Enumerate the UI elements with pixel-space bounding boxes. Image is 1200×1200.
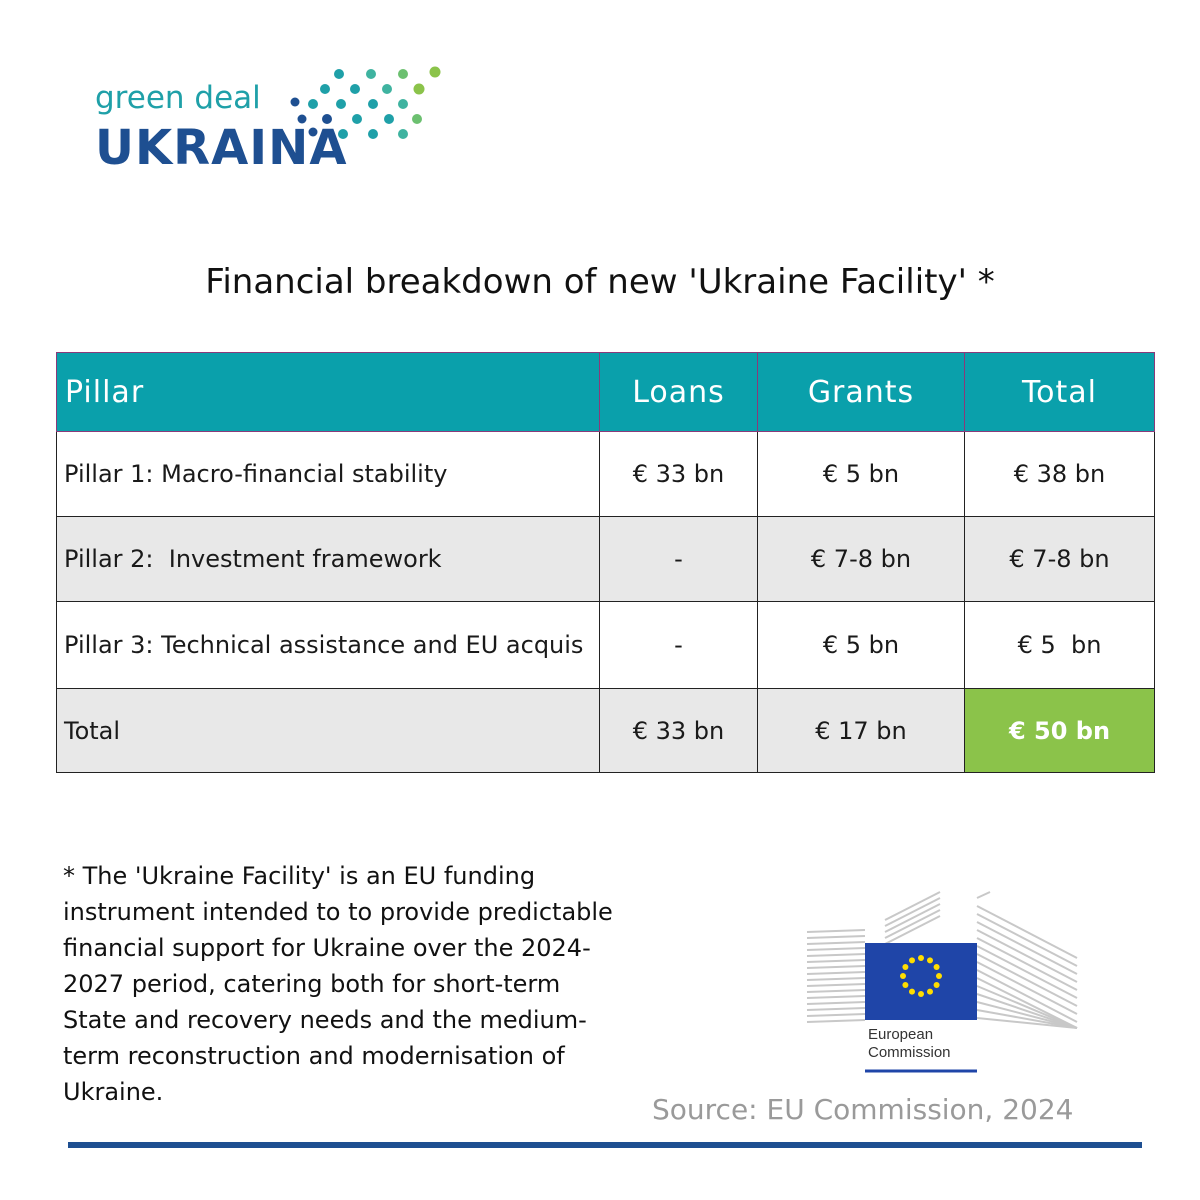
page-title: Financial breakdown of new 'Ukraine Facility' * (205, 262, 995, 302)
table-total-row (57, 689, 1155, 773)
green-deal-ukraina-logo (95, 62, 455, 176)
pillar-cell: Pillar 1: Macro-financial stability (57, 432, 600, 517)
header-total: Total (965, 353, 1155, 432)
header-pillar: Pillar (57, 353, 600, 432)
grants-cell: € 7-8 bn (758, 517, 965, 602)
pillar-cell: Pillar 2: Investment framework (57, 517, 600, 602)
financial-breakdown-table (56, 352, 1155, 773)
european-commission-text (868, 1026, 951, 1062)
total-cell: € 7-8 bn (965, 517, 1155, 602)
grants-cell: € 5 bn (758, 602, 965, 689)
header-grants: Grants (758, 353, 965, 432)
total-loans-cell: € 33 bn (600, 689, 758, 773)
eu-flag-icon (865, 943, 977, 1020)
source-caption: Source: EU Commission, 2024 (652, 1093, 1074, 1126)
footnote: * The 'Ukraine Facility' is an EU funding instrument intended to to provide predictable financial support for Ukraine over the 2024-2027 period, catering both for short-term State and recovery needs and the medium-term reconstruction and modernisation of Ukraine. (63, 862, 613, 1106)
total-cell: € 5 bn (965, 602, 1155, 689)
header-loans: Loans (600, 353, 758, 432)
table-row (57, 432, 1155, 517)
table-header-row (57, 353, 1155, 432)
loans-cell: € 33 bn (600, 432, 758, 517)
grants-cell: € 5 bn (758, 432, 965, 517)
loans-cell: - (600, 517, 758, 602)
grand-total-cell: € 50 bn (965, 689, 1155, 773)
ec-line2: Commission (868, 1044, 951, 1061)
total-cell: € 38 bn (965, 432, 1155, 517)
logo-ukraina-text: UKRAINA (95, 120, 348, 176)
table-row (57, 517, 1155, 602)
logo-green-deal-text: green deal (95, 80, 261, 116)
bottom-divider (68, 1142, 1142, 1148)
ec-line1: European (868, 1026, 934, 1043)
pillar-cell: Pillar 3: Technical assistance and EU acquis (57, 602, 600, 689)
table-row (57, 602, 1155, 689)
loans-cell: - (600, 602, 758, 689)
total-label-cell: Total (57, 689, 600, 773)
total-grants-cell: € 17 bn (758, 689, 965, 773)
